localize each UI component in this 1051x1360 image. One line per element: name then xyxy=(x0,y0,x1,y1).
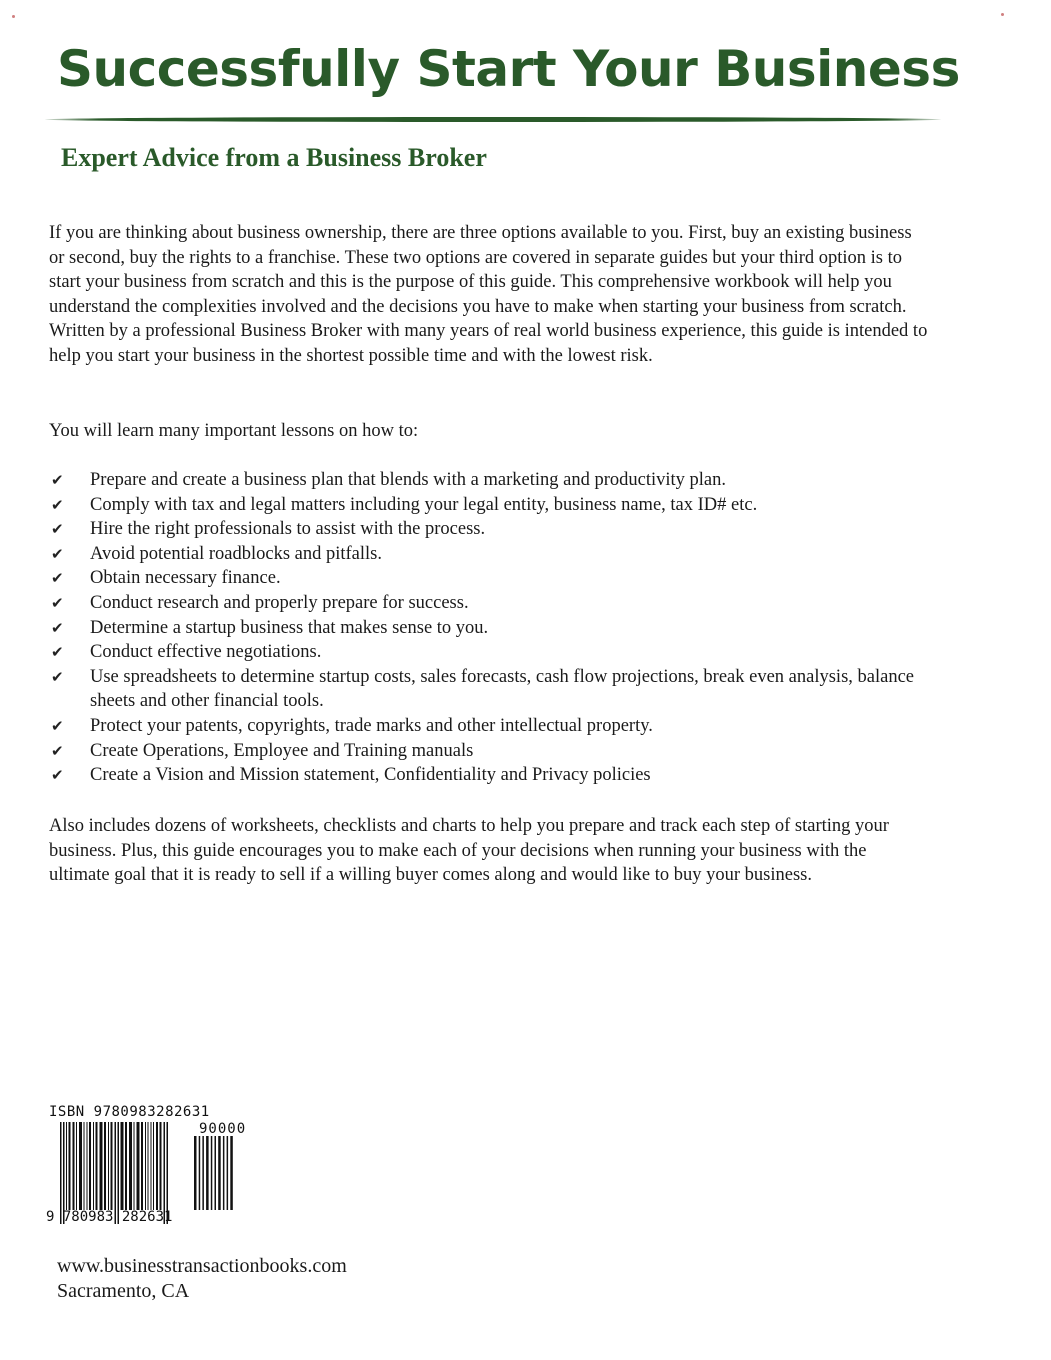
checkmark-icon: ✔ xyxy=(51,471,64,489)
list-item-text: Comply with tax and legal matters including your legal entity, business name, tax ID# etc. xyxy=(90,494,758,515)
corner-mark-right xyxy=(1001,13,1004,16)
barcode-bar xyxy=(87,1122,88,1210)
list-item-text: Create Operations, Employee and Training manuals xyxy=(90,740,474,761)
barcode-bar xyxy=(218,1136,221,1210)
list-item-text: Create a Vision and Mission statement, Confidentiality and Privacy policies xyxy=(90,765,651,786)
list-item xyxy=(49,665,929,714)
barcode-bar xyxy=(121,1122,124,1210)
barcode-number: 9 780983 282631 xyxy=(46,1209,173,1225)
barcode-bar xyxy=(79,1122,82,1210)
title-divider xyxy=(45,117,941,122)
checkmark-icon: ✔ xyxy=(51,520,64,539)
list-item xyxy=(49,640,929,665)
intro-paragraph: If you are thinking about business ownership, there are three options available to you. First, buy an existing business or second, buy the rights to a franchise. These two options are covered in separate guides but your third option is to start your business from scratch and this is the purpose of this guide. This comprehensive workbook will help you understand the complexities involved and the decisions you have to make when starting your business from scratch. Written by a professional Business Broker with many years of real world business experience, this guide is intended to help you start your business in the shortest possible time and with the lowest risk. xyxy=(49,223,928,366)
checkmark-icon: ✔ xyxy=(51,716,64,735)
barcode-addon-number: 90000 xyxy=(199,1121,247,1137)
barcode-bar xyxy=(69,1122,71,1210)
list-item xyxy=(49,517,929,542)
barcode-bar xyxy=(194,1136,197,1210)
barcode-bar xyxy=(153,1122,154,1210)
cover-subtitle: Expert Advice from a Business Broker xyxy=(61,143,487,172)
barcode-bar xyxy=(93,1122,94,1210)
barcode-bar xyxy=(100,1122,103,1210)
list-item xyxy=(49,714,929,739)
checkmark-icon: ✔ xyxy=(51,569,64,588)
barcode-bar xyxy=(223,1136,225,1210)
list-item xyxy=(49,542,929,567)
barcode-bar xyxy=(215,1136,217,1210)
barcode-bar xyxy=(151,1122,152,1210)
barcode-bar xyxy=(66,1122,67,1210)
list-item xyxy=(49,591,929,616)
checkmark-icon: ✔ xyxy=(51,544,64,563)
barcode-bar xyxy=(141,1122,143,1210)
barcode-bar xyxy=(76,1122,77,1210)
list-item-text: Use spreadsheets to determine startup costs, sales forecasts, cash flow projections, break even analysis, balance sheets and other financial tools. xyxy=(90,666,914,712)
barcode-bar xyxy=(202,1136,204,1210)
barcode-bar xyxy=(156,1122,158,1210)
list-item-text: Prepare and create a business plan that blends with a marketing and productivity plan. xyxy=(90,470,727,490)
list-item-text: Determine a startup business that makes sense to you. xyxy=(90,617,489,638)
checkmark-icon: ✔ xyxy=(51,618,64,637)
list-item xyxy=(49,468,929,493)
checkmark-icon: ✔ xyxy=(51,766,64,785)
list-item xyxy=(49,566,929,591)
list-item xyxy=(49,493,929,518)
list-item xyxy=(49,739,929,764)
checkmark-icon: ✔ xyxy=(51,667,64,686)
barcode-bar xyxy=(148,1122,149,1210)
list-item xyxy=(49,616,929,641)
lessons-list xyxy=(49,468,929,788)
barcode-bar xyxy=(125,1122,127,1210)
barcode-bar xyxy=(111,1122,113,1210)
list-item-text: Conduct research and properly prepare for success. xyxy=(90,592,469,613)
list-item-text: Obtain necessary finance. xyxy=(90,568,281,589)
barcode-bar xyxy=(211,1136,213,1210)
barcode-bar xyxy=(89,1122,91,1210)
barcode-bar xyxy=(104,1122,106,1210)
cover-title: Successfully Start Your Business xyxy=(57,40,960,98)
barcode-bar xyxy=(206,1136,209,1210)
barcode-bar xyxy=(73,1122,75,1210)
closing-paragraph: Also includes dozens of worksheets, checklists and charts to help you prepare and track each step of starting your business. Plus, this guide encourages you to make each of your decisions when running your business with the ultimate goal that it is ready to sell if a willing buyer comes along and would like to buy your business. xyxy=(49,816,889,886)
barcode-bar xyxy=(108,1122,109,1210)
barcode-bar xyxy=(129,1122,132,1210)
checkmark-icon: ✔ xyxy=(51,593,64,612)
lessons-intro: You will learn many important lessons on how to: xyxy=(49,421,419,441)
list-item-text: Avoid potential roadblocks and pitfalls. xyxy=(90,543,382,564)
corner-mark-left xyxy=(12,15,15,18)
barcode-bar xyxy=(227,1136,229,1210)
list-item-text: Hire the right professionals to assist with the process. xyxy=(90,519,486,540)
publisher-website: www.businesstransactionbooks.com xyxy=(57,1255,347,1277)
list-item xyxy=(49,763,929,788)
checkmark-icon: ✔ xyxy=(51,741,64,760)
barcode-bar xyxy=(84,1122,85,1210)
checkmark-icon: ✔ xyxy=(51,643,64,662)
publisher-location: Sacramento, CA xyxy=(57,1280,190,1302)
barcode-bar xyxy=(137,1122,140,1210)
isbn-label: ISBN 9780983282631 xyxy=(49,1104,210,1120)
barcode-bar xyxy=(134,1122,135,1210)
barcode-bar xyxy=(96,1122,98,1210)
list-item-text: Protect your patents, copyrights, trade marks and other intellectual property. xyxy=(90,715,653,736)
barcode-bar xyxy=(199,1136,201,1210)
barcode-bar xyxy=(145,1122,146,1210)
barcode-bar xyxy=(230,1136,233,1210)
checkmark-icon: ✔ xyxy=(51,495,64,514)
barcode-bar xyxy=(160,1122,162,1210)
list-item-text: Conduct effective negotiations. xyxy=(90,642,322,663)
